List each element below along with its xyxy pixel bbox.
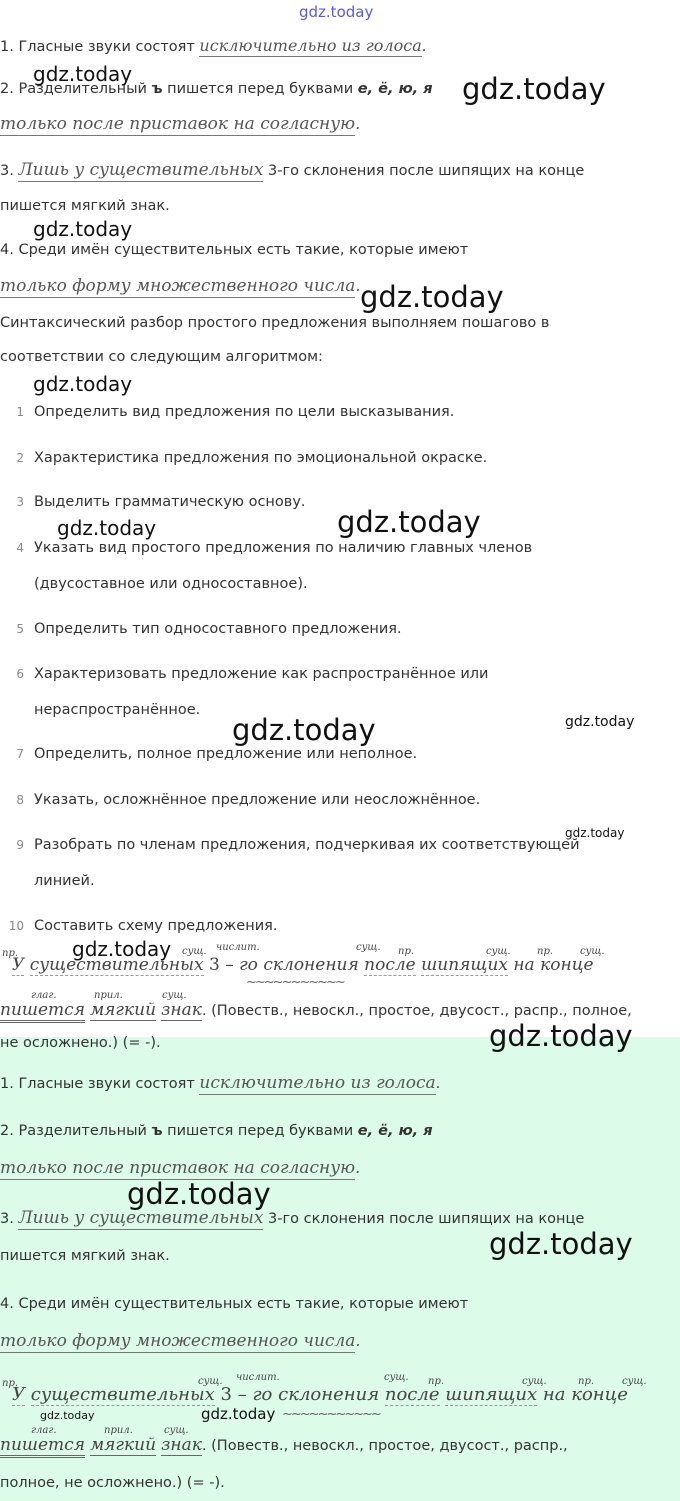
watermark: gdz.today <box>337 505 481 539</box>
label-sush: сущ. <box>198 1376 223 1387</box>
algorithm-step <box>4 746 417 762</box>
step-text: Указать, осложнённое предложение или неосложнённое. <box>34 792 481 808</box>
item-3-line2: пишется мягкий знак. <box>0 198 170 214</box>
watermark: gdz.today <box>232 713 376 747</box>
intro-line-1: Синтаксический разбор простого предложения выполняем пошагово в <box>0 315 550 331</box>
word-attribute: склонения <box>278 1384 380 1405</box>
watermark: gdz.today <box>489 1019 633 1053</box>
step-number: 8 <box>16 793 24 807</box>
label-pr: пр. <box>2 1378 19 1389</box>
item-1-suffix: . <box>421 39 427 55</box>
word-preposition: после <box>364 955 416 975</box>
algorithm-step <box>4 404 454 420</box>
green-item-4-answer-line <box>0 1331 360 1351</box>
item-1 <box>0 36 426 55</box>
word-predicate: пишется <box>0 1000 85 1023</box>
watermark: gdz.today <box>33 217 133 241</box>
item-4-answer: только форму множественного числа <box>0 276 356 296</box>
word-preposition: У <box>12 955 25 975</box>
intro-line-2: соответствии со следующим алгоритмом: <box>0 349 323 365</box>
item-4-suffix: . <box>355 1331 361 1350</box>
word-predicate: пишется <box>0 1435 85 1458</box>
watermark: gdz.today <box>127 1177 271 1211</box>
watermark: gdz.today <box>462 72 606 106</box>
sentence-characteristic: . (Повеств., невоскл., простое, двусост., распр., полное, <box>201 1003 632 1019</box>
step-text: Составить схему предложения. <box>34 918 278 934</box>
word-attribute: мягкий <box>90 1435 157 1455</box>
item-2-answer-line <box>0 114 360 134</box>
label-pr: пр. <box>537 946 554 957</box>
algorithm-step <box>4 666 488 682</box>
word-object: существительных <box>30 1384 215 1405</box>
watermark: gdz.today <box>299 3 374 21</box>
wavy-underline: ~~~~~~~~~~~ <box>282 1407 380 1422</box>
item-2-answer: только после приставок на согласную <box>0 1158 356 1178</box>
watermark: gdz.today <box>360 280 504 314</box>
word-preposition: на <box>542 1384 566 1405</box>
item-2-answer: только после приставок на согласную <box>0 114 356 134</box>
step-number: 9 <box>16 838 24 852</box>
item-3-answer: Лишь у существительных <box>18 1208 264 1228</box>
algorithm-step <box>4 918 277 934</box>
parsed-sentence-line2 <box>0 1000 632 1020</box>
watermark: gdz.today <box>40 1409 95 1422</box>
label-sush: сущ. <box>522 1376 547 1387</box>
item-2-text: 2. Разделительный <box>0 81 152 97</box>
word-go: – го <box>225 955 258 975</box>
sentence-characteristic: . (Повеств., невоскл., простое, двусост., распр., <box>201 1438 568 1454</box>
step-number: 5 <box>16 622 24 636</box>
item-3-answer: Лишь у существительных <box>18 160 264 180</box>
label-pril: прил. <box>94 990 123 1001</box>
hard-sign: ъ <box>151 81 163 97</box>
step-text: Характеризовать предложение как распространённое или <box>34 666 489 682</box>
item-3-suffix: 3-го склонения после шипящих на конце <box>263 163 585 179</box>
step-text: Определить вид предложения по цели высказывания. <box>34 404 455 420</box>
item-1-text: 1. Гласные звуки состоят <box>0 1076 200 1092</box>
green-item-3-line2: пишется мягкий знак. <box>0 1248 170 1264</box>
word-attribute: склонения <box>263 955 359 975</box>
word-circumstance: шипящих <box>445 1384 538 1405</box>
item-2-letters: е, ё, ю, я <box>357 81 433 97</box>
label-pr: пр. <box>578 1376 595 1387</box>
green-item-4: 4. Среди имён существительных есть такие, которые имеют <box>0 1296 469 1312</box>
algorithm-step <box>4 540 532 556</box>
label-sush: сущ. <box>356 942 381 953</box>
step-text: Определить, полное предложение или неполное. <box>34 746 418 762</box>
label-pr: пр. <box>428 1376 445 1387</box>
label-sush: сущ. <box>164 1425 189 1436</box>
label-chislit: числит. <box>236 1372 280 1383</box>
item-2-suffix: . <box>355 1158 361 1177</box>
item-4-answer: только форму множественного числа <box>0 1331 356 1351</box>
item-2-middle: пишется перед буквами <box>162 1123 358 1139</box>
item-1-answer: исключительно из голоса <box>199 36 422 55</box>
algorithm-step <box>4 621 402 637</box>
item-2-text: 2. Разделительный <box>0 1123 152 1139</box>
algorithm-step-continued: нераспространённое. <box>34 702 201 718</box>
algorithm-step <box>4 450 487 466</box>
item-4-suffix: . <box>355 276 361 295</box>
item-3-number: 3. <box>0 1211 19 1227</box>
label-chislit: числит. <box>216 942 260 953</box>
item-1-text: 1. Гласные звуки состоят <box>0 39 200 55</box>
green-item-2 <box>0 1123 433 1139</box>
word-subject: знак <box>161 1435 202 1455</box>
sentence-characteristic-end: полное, не осложнено.) (= -). <box>0 1475 225 1491</box>
word-attribute: мягкий <box>90 1000 157 1020</box>
hard-sign: ъ <box>151 1123 163 1139</box>
step-number: 1 <box>16 405 24 419</box>
label-sush: сущ. <box>486 946 511 957</box>
watermark: gdz.today <box>565 714 635 730</box>
label-glag: глаг. <box>31 990 57 1001</box>
algorithm-step <box>4 792 480 808</box>
watermark: gdz.today <box>57 516 157 540</box>
word-numeral: 3 <box>220 1384 232 1405</box>
step-number: 7 <box>16 747 24 761</box>
word-subject: знак <box>161 1000 202 1020</box>
watermark: gdz.today <box>565 826 625 840</box>
label-pril: прил. <box>104 1425 133 1436</box>
green-item-2-answer-line <box>0 1158 360 1178</box>
item-2 <box>0 81 433 97</box>
watermark: gdz.today <box>33 372 133 396</box>
algorithm-step <box>4 837 580 853</box>
item-4: 4. Среди имён существительных есть такие, которые имеют <box>0 242 469 258</box>
item-1-answer: исключительно из голоса <box>199 1073 436 1093</box>
label-sush: сущ. <box>182 946 207 957</box>
item-2-middle: пишется перед буквами <box>162 81 358 97</box>
label-pr: пр. <box>2 948 19 959</box>
algorithm-step-continued: (двусоставное или односоставное). <box>34 576 308 592</box>
step-text: Указать вид простого предложения по наличию главных членов <box>34 540 533 556</box>
word-circumstance: шипящих <box>421 955 508 975</box>
word-numeral: 3 <box>208 955 220 975</box>
item-1-suffix: . <box>435 1076 441 1092</box>
word-circumstance: конце <box>571 1384 628 1405</box>
word-go: – го <box>237 1384 273 1405</box>
watermark: gdz.today <box>201 1405 276 1423</box>
item-4-answer-line <box>0 276 360 296</box>
label-sush: сущ. <box>580 946 605 957</box>
step-text: Выделить грамматическую основу. <box>34 494 306 510</box>
algorithm-step-continued: линией. <box>34 873 95 889</box>
item-2-letters: е, ё, ю, я <box>357 1123 433 1139</box>
item-3 <box>0 160 584 180</box>
word-preposition: У <box>12 1384 26 1405</box>
step-number: 3 <box>16 495 24 509</box>
sentence-characteristic-end: не осложнено.) (= -). <box>0 1035 161 1051</box>
word-preposition: после <box>384 1384 440 1405</box>
watermark: gdz.today <box>33 62 133 86</box>
watermark: gdz.today <box>72 937 172 961</box>
algorithm-step <box>4 494 306 510</box>
wavy-underline: ~~~~~~~~~~~ <box>246 975 344 990</box>
step-number: 2 <box>16 451 24 465</box>
item-3-suffix: 3-го склонения после шипящих на конце <box>263 1211 585 1227</box>
parsed-sentence-line1 <box>12 955 594 975</box>
word-preposition: на <box>513 955 535 975</box>
label-sush: сущ. <box>622 1376 647 1387</box>
item-3-number: 3. <box>0 163 19 179</box>
step-number: 10 <box>8 919 24 933</box>
label-sush: сущ. <box>384 1372 409 1383</box>
label-pr: пр. <box>398 946 415 957</box>
step-text: Определить тип односоставного предложения. <box>34 621 402 637</box>
green-parsed-sentence-line2 <box>0 1435 568 1455</box>
label-sush: сущ. <box>162 990 187 1001</box>
word-object: существительных <box>29 955 204 975</box>
step-number: 6 <box>16 667 24 681</box>
green-item-1 <box>0 1073 440 1093</box>
item-2-suffix: . <box>355 114 361 133</box>
label-glag: глаг. <box>31 1425 57 1436</box>
word-circumstance: конце <box>540 955 594 975</box>
step-text: Характеристика предложения по эмоциональной окраске. <box>34 450 488 466</box>
watermark: gdz.today <box>489 1227 633 1261</box>
green-item-3 <box>0 1208 584 1228</box>
step-number: 4 <box>16 541 24 555</box>
green-parsed-sentence-line1 <box>12 1384 628 1405</box>
answer-block-background <box>0 1037 680 1501</box>
step-text: Разобрать по членам предложения, подчеркивая их соответствующей <box>34 837 580 853</box>
